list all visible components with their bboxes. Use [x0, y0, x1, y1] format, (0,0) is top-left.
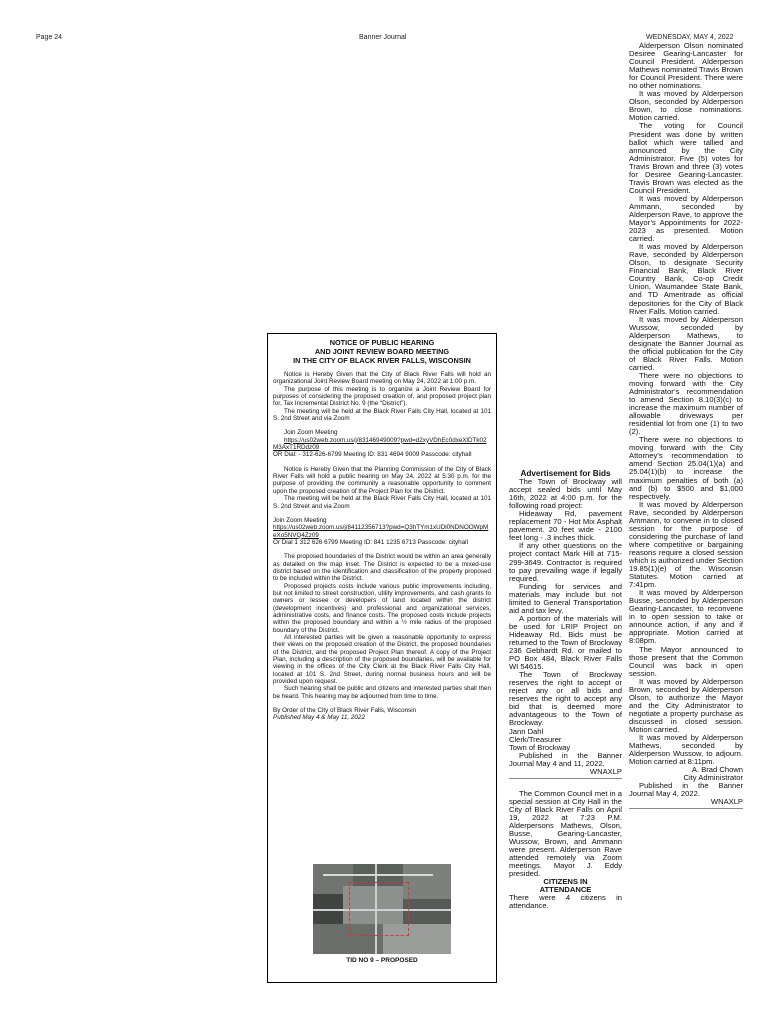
council-paragraph: There were 4 citizens in attendance. — [509, 893, 622, 911]
notice-title-line-1: NOTICE OF PUBLIC HEARING — [329, 338, 435, 347]
council-paragraph: The Common Council met in a special session at City Hall in the City of Black River Falls on April 19, 2022 at 7:23 P.M. Alderpersons Mathews, Olson, Busse, Gearing-Lancaster, Wussow, Brown, and Ammann were present. Alderperson Rave attended remotely via Zoom meetings. Mayor J. Eddy presided. — [509, 788, 622, 879]
bids-paragraph: The Town of Brockway reserves the right to accept or reject any or all bids and reserves the right to accept any bid that is deemed more advantageous to the Town of Brockway. — [509, 670, 622, 728]
notice-paragraph: The purpose of this meeting is to organize a Joint Review Board for purposes of considering the proposed creation of, and proposed project plan for, Tax Incremental District No. 9 (the “District”). — [273, 385, 491, 408]
zoom-link[interactable]: https://us02web.zoom.us/j/84112356713?pwd=Q3hTYm1xUDl0NDNOOWpMeXo5NVQ4Zz09 — [273, 524, 489, 539]
notice-paragraph: All interested parties will be given a reasonable opportunity to express their views on the proposed creation of the District, the proposed boundaries of the District, and the proposed Project Plan thereof. A copy of the Project Plan, including a description of the proposed boundaries, will be available for viewing in the offices of the City Clerk at the Black River Falls City Hall, located at 101 S. 2nd Street, during normal business hours and will be provided upon request. — [273, 634, 491, 686]
bids-paragraph: The Town of Brockway will accept sealed bids until May 16th, 2022 at 4:00 p.m. for the following road project: — [509, 477, 622, 511]
bids-signature: Clerk/Treasurer — [509, 734, 562, 744]
minutes-column — [629, 42, 743, 812]
minutes-code: WNAXLP — [710, 797, 743, 807]
bids-column — [509, 470, 622, 910]
notice-title — [273, 338, 491, 365]
notice-paragraph: Notice is Hereby Given that the City of Black River Falls will hold an organizational Joint Review Board meeting on May 24, 2022 at 1:00 p.m. — [273, 371, 491, 386]
public-hearing-notice — [267, 333, 497, 983]
notice-paragraph: Such hearing shall be public and citizens and interested parties shall then be heard. This hearing may be adjourned from time to time. — [273, 685, 491, 700]
divider — [509, 778, 622, 779]
minutes-paragraph: It was moved by Alderperson Ammann, seconded by Alderperson Rave, to approve the Mayor’s Appointments for 2022-2023 as presented. Motion carried. — [629, 193, 743, 244]
divider — [629, 808, 743, 809]
minutes-paragraph: There were no objections to moving forward with the City Administrator’s recommendation to amend Section 8.10(3)(c) to increase the maximum number of allowable driveways per residential lot from one (1) to two (2). — [629, 370, 743, 437]
minutes-paragraph: It was moved by Alderperson Brown, seconded by Alderperson Olson, to authorize the Mayor and the City Administrator to negotiate a property purchase as discussed in closed session. Motion carried. — [629, 676, 743, 734]
newspaper-name: Banner Journal — [359, 34, 407, 41]
council-heading: CITIZENS IN — [543, 877, 588, 887]
minutes-paragraph: It was moved by Alderperson Wussow, seconded by Alderperson Mathews, to designate the Banner Journal as the official publication for the City of Black River Falls. Motion carried. — [629, 314, 743, 372]
zoom-dial-info: Or Dial 1 312 626 6799 Meeting ID: 841 1235 6713 Passcode: cityhall — [273, 538, 468, 546]
issue-date: WEDNESDAY, MAY 4, 2022 — [646, 34, 734, 41]
notice-title-line-3: IN THE CITY OF BLACK RIVER FALLS, WISCONSIN — [293, 356, 471, 365]
minutes-paragraph: The Mayor announced to those present that the Common Council was back in open session. — [629, 644, 743, 678]
minutes-paragraph: Published in the Banner Journal May 4, 2022. — [629, 781, 743, 799]
zoom-heading: Join Zoom Meeting — [273, 516, 327, 524]
minutes-paragraph: The voting for Council President was done by written ballot which were tallied and announced by the City Administrator. Five (5) votes for Travis Brown and three (3) votes for Desiree Gearing-Lancaster. Travis Brown was elected as the Council President. — [629, 121, 743, 195]
minutes-signature: City Administrator — [683, 773, 743, 783]
bids-paragraph: If any other questions on the project contact Mark Hill at 715-299-3649. Contractor is required to pay prevailing wage if legally required. — [509, 541, 622, 583]
bids-paragraph: Published in the Banner Journal May 4 and 11, 2022. — [509, 750, 622, 768]
bids-signature: Jann Dahl — [509, 726, 544, 736]
page-number: Page 24 — [36, 34, 63, 41]
minutes-paragraph: It was moved by Alderperson Mathews, seconded by Alderperson Wussow, to adjourn. Motion carried at 8:11pm. — [629, 733, 743, 767]
minutes-paragraph: It was moved by Alderperson Rave, seconded by Alderperson Ammann, to convene in to closed session for the purpose of considering the purchase of land where competitive or bargaining reasons require a closed session which is authorized under Section 19.85(1)(e) of the Wisconsin Statutes. Motion carried at 7:41pm. — [629, 499, 743, 590]
map-label: TID NO 9 – PROPOSED — [313, 954, 451, 968]
bids-paragraph: Hideaway Rd, pavement replacement 70 - Hot Mix Asphalt pavement. 20 feet wide - 2100 feet long - .3 inches thick. — [509, 509, 622, 543]
bids-heading: Advertisement for Bids — [520, 469, 611, 478]
bids-signature: Town of Brockway — [509, 742, 571, 752]
bids-paragraph: Funding for services and materials may include but not limited to General Transportation aid and tax levy. — [509, 581, 622, 615]
notice-paragraph: Proposed projects costs include various public improvements including, but not limited to street construction, utility improvements, and cash grants to owners or lessee or developers of land located within the district (development incentives) and professional and organizational services, administrative costs, and finance costs. The proposed costs include projects within the proposed boundary and within a ½ mile radius of the proposed boundary of the District. — [273, 582, 491, 634]
notice-title-line-2: AND JOINT REVIEW BOARD MEETING — [314, 347, 450, 356]
bids-paragraph: A portion of the materials will be used for LRIP Project on Hideaway Rd. Bids must be returned to the Town of Brockway 236 Gebhardt Rd. or mailed to PO Box 484, Black River Falls WI 54615. — [509, 613, 622, 672]
minutes-paragraph: It was moved by Alderperson Olson, seconded by Alderperson Brown, to close nominations. Motion carried. — [629, 89, 743, 123]
district-map-image — [313, 864, 451, 968]
minutes-signature: A. Brad Chown — [691, 765, 743, 775]
notice-paragraph: The meeting will be held at the Black River Falls City Hall, located at 101 S. 2nd Street and via Zoom — [273, 407, 491, 423]
minutes-paragraph: It was moved by Alderperson Rave, seconded by Alderperson Olson, to designate Security Financial Bank, Black River Country Bank, Co-op Credit Union, Waumandee State Bank, and TD Ameritrade as official depositories for the City of Black River Falls. Motion carried. — [629, 242, 743, 316]
minutes-paragraph: There were no objections to moving forward with the City Attorney’s recommendation to amend Section 25.04(1)(a) and 25.04(1)(b) to increase the maximum penalties of both (a) and (b) to $500 and $1,000 respectively. — [629, 435, 743, 501]
notice-paragraph: The proposed boundaries of the District would be within an area generally as detailed on the map inset. The District is expected to be a mixed-use district based on the identification and classification of the property proposed to be included within the District. — [273, 553, 491, 583]
notice-paragraph: The meeting will be held at the Black River Falls City Hall, located at 101 S. 2nd Street and via Zoom — [273, 495, 491, 510]
minutes-paragraph: Alderperson Olson nominated Desiree Gearing-Lancaster for Council President. Alderperson Mathews nominated Travis Brown for Council President. There were no other nominations. — [629, 41, 743, 91]
zoom-heading: Join Zoom Meeting — [284, 429, 338, 437]
notice-paragraph: Notice is Hereby Given that the Planning Commission of the City of Black River Falls will hold a public hearing on May 24, 2022 at 5:30 p.m. for the purpose of providing the community a reasonable opportunity to comment upon the proposed creation of the Project Plan for the District. — [273, 465, 491, 495]
zoom-link[interactable]: https://us02web.zoom.us/j/83146949009?pwd=d2xyVDhEc0dxeXlDTk02M3AxT1RDdz09 — [273, 436, 487, 452]
minutes-paragraph: It was moved by Alderperson Busse, seconded by Alderperson Gearing-Lancaster, to reconvene in to open session to take or announce action, if any and if appropriate. Motion carried at 8:08pm. — [629, 588, 743, 646]
notice-order: By Order of the City of Black River Falls, Wisconsin — [273, 707, 417, 715]
notice-published: Published May 4 & May 11, 2022 — [273, 714, 365, 722]
zoom-dial-info: OR Dial: - 312-626-6799 Meeting ID: 831 4694 9009 Passcode: cityhall — [273, 451, 472, 459]
council-heading: ATTENDANCE — [539, 885, 592, 895]
bids-code: WNAXLP — [589, 766, 622, 776]
